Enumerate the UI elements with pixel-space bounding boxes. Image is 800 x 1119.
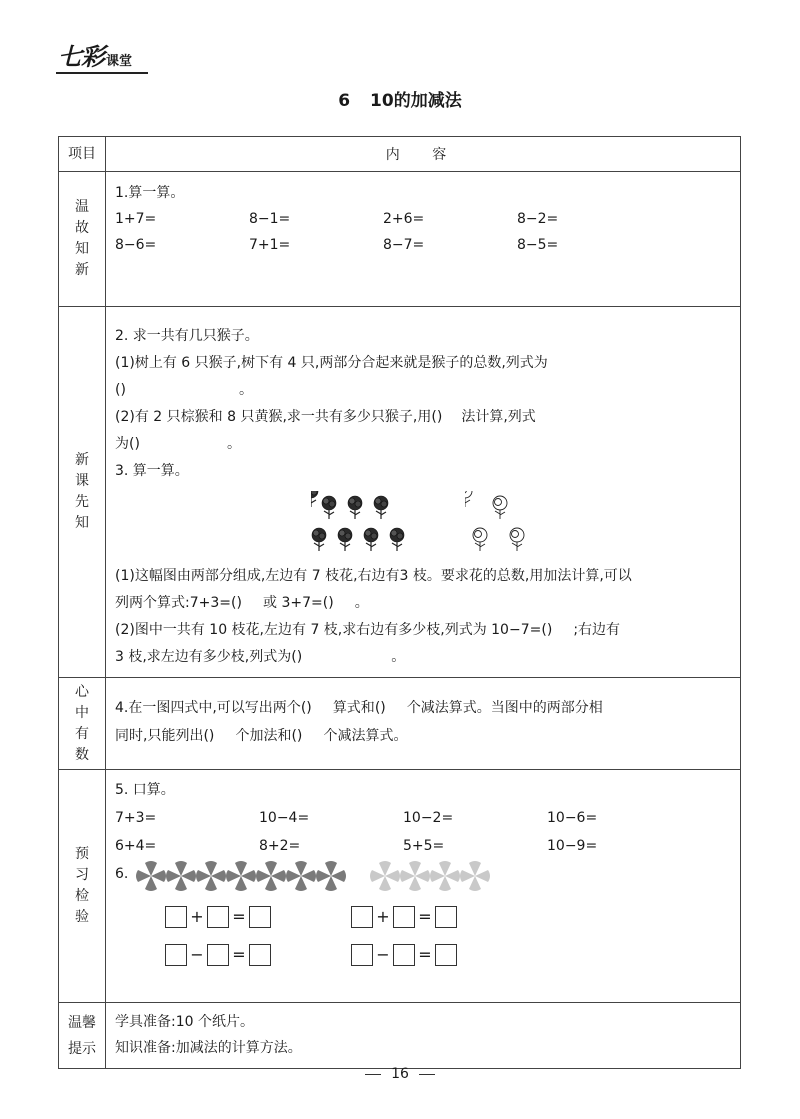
flower-picture bbox=[115, 491, 730, 557]
flower-group-left bbox=[311, 491, 415, 557]
section-label-check: 预习检验 bbox=[59, 770, 106, 1003]
answer-blank[interactable] bbox=[203, 722, 235, 750]
answer-blank[interactable] bbox=[431, 404, 461, 431]
flower-group-right bbox=[465, 491, 535, 557]
section-preview: 2. 求一共有几只猴子。 (1)树上有 6 只猴子,树下有 4 只,两部分合起来就是猴子的总数,列式为 ( )。 (2)有 2 只棕猴和 8 只黄猴,求一共有多少只猴子,用( ) 法计算,列式 为( ) 。 3. 算一算。 (1)这幅图由两部分组成,左边有 7 枝花,右边有3 枝。要求花的总数,用加法计算,可以 列两个算式:7+3=( ) 或 3+7=( ) 。 (2)图中一共有 10 枝花,左边有 7 枝,求右边有多少枝,列式为 10−7=( ) ;右边有 3 枝,求左边有多少枝,列式为( ) 。 bbox=[106, 307, 741, 678]
q6-heading: 6. bbox=[115, 866, 129, 882]
q2-part1: (1)树上有 6 只猴子,树下有 4 只,两部分合起来就是猴子的总数,列式为 bbox=[115, 355, 548, 371]
q5-row: 7+3= 10−4= 10−2= 10−6= bbox=[115, 810, 598, 826]
section-label-consolidate: 心中有数 bbox=[59, 678, 106, 770]
tip-tools: 学具准备:10 个纸片。 bbox=[115, 1014, 254, 1030]
page-number: 16 bbox=[0, 1066, 800, 1082]
answer-box[interactable] bbox=[435, 906, 457, 928]
q2-heading: 2. 求一共有几只猴子。 bbox=[115, 328, 259, 344]
logo-underline bbox=[56, 72, 148, 74]
q3-part1: (1)这幅图由两部分组成,左边有 7 枝花,右边有3 枝。要求花的总数,用加法计算,可以 bbox=[115, 568, 632, 584]
equation-set-left: + = − = bbox=[165, 902, 271, 970]
equation-set-right: + = − = bbox=[351, 902, 457, 970]
answer-box[interactable] bbox=[393, 906, 415, 928]
answer-box[interactable] bbox=[207, 944, 229, 966]
answer-blank[interactable] bbox=[291, 722, 323, 750]
section-review bbox=[106, 172, 741, 307]
shape-picture bbox=[135, 860, 495, 896]
section-tips bbox=[106, 1003, 741, 1069]
q3-part2: (2)图中一共有 10 枝花,左边有 7 枝,求右边有多少枝,列式为 10−7=( ) ;右边有 bbox=[115, 617, 730, 644]
answer-box[interactable] bbox=[249, 906, 271, 928]
publisher-logo bbox=[58, 42, 133, 72]
q2-part2: (2)有 2 只棕猴和 8 只黄猴,求一共有多少只猴子,用( ) 法计算,列式 bbox=[115, 404, 730, 431]
lesson-number: 6 bbox=[338, 91, 351, 111]
section-consolidate: 4.在一图四式中,可以写出两个( ) 算式和( ) 个减法算式。当图中的两部分相 同时,只能列出( ) 个加法和( ) 个减法算式。 bbox=[106, 678, 741, 770]
section-check bbox=[106, 770, 741, 1003]
answer-blank[interactable] bbox=[323, 590, 355, 617]
section-label-review: 温故知新 bbox=[59, 172, 106, 307]
answer-box[interactable] bbox=[435, 944, 457, 966]
logo-script: 七彩 bbox=[58, 42, 104, 71]
answer-box[interactable] bbox=[393, 944, 415, 966]
answer-blank[interactable] bbox=[301, 694, 333, 722]
answer-blank[interactable] bbox=[375, 694, 407, 722]
answer-box[interactable] bbox=[165, 944, 187, 966]
answer-box[interactable] bbox=[351, 906, 373, 928]
header-item: 项目 bbox=[59, 137, 106, 172]
page-title bbox=[0, 86, 800, 111]
q5-heading: 5. 口算。 bbox=[115, 782, 175, 798]
answer-box[interactable] bbox=[165, 906, 187, 928]
answer-blank[interactable] bbox=[115, 377, 239, 404]
q1-heading: 1.算一算。 bbox=[115, 185, 185, 201]
answer-box[interactable] bbox=[351, 944, 373, 966]
q3-heading: 3. 算一算。 bbox=[115, 463, 189, 479]
answer-blank[interactable] bbox=[129, 431, 227, 458]
section-label-tips: 温馨提示 bbox=[59, 1003, 106, 1069]
answer-blank[interactable] bbox=[231, 590, 263, 617]
answer-blank[interactable] bbox=[291, 644, 391, 671]
q1-row: 8−6= 7+1= 8−7= 8−5= bbox=[115, 237, 559, 253]
tip-knowledge: 知识准备:加减法的计算方法。 bbox=[115, 1040, 302, 1056]
answer-blank[interactable] bbox=[541, 617, 573, 644]
lesson-table bbox=[58, 136, 741, 1069]
section-label-preview: 新课先知 bbox=[59, 307, 106, 678]
answer-box[interactable] bbox=[249, 944, 271, 966]
q1-row: 1+7= 8−1= 2+6= 8−2= bbox=[115, 211, 559, 227]
logo-text: 课堂 bbox=[106, 54, 133, 69]
header-content: 内 容 bbox=[106, 137, 741, 172]
answer-box[interactable] bbox=[207, 906, 229, 928]
q5-row: 6+4= 8+2= 5+5= 10−9= bbox=[115, 838, 598, 854]
lesson-title: 10的加减法 bbox=[370, 91, 462, 111]
